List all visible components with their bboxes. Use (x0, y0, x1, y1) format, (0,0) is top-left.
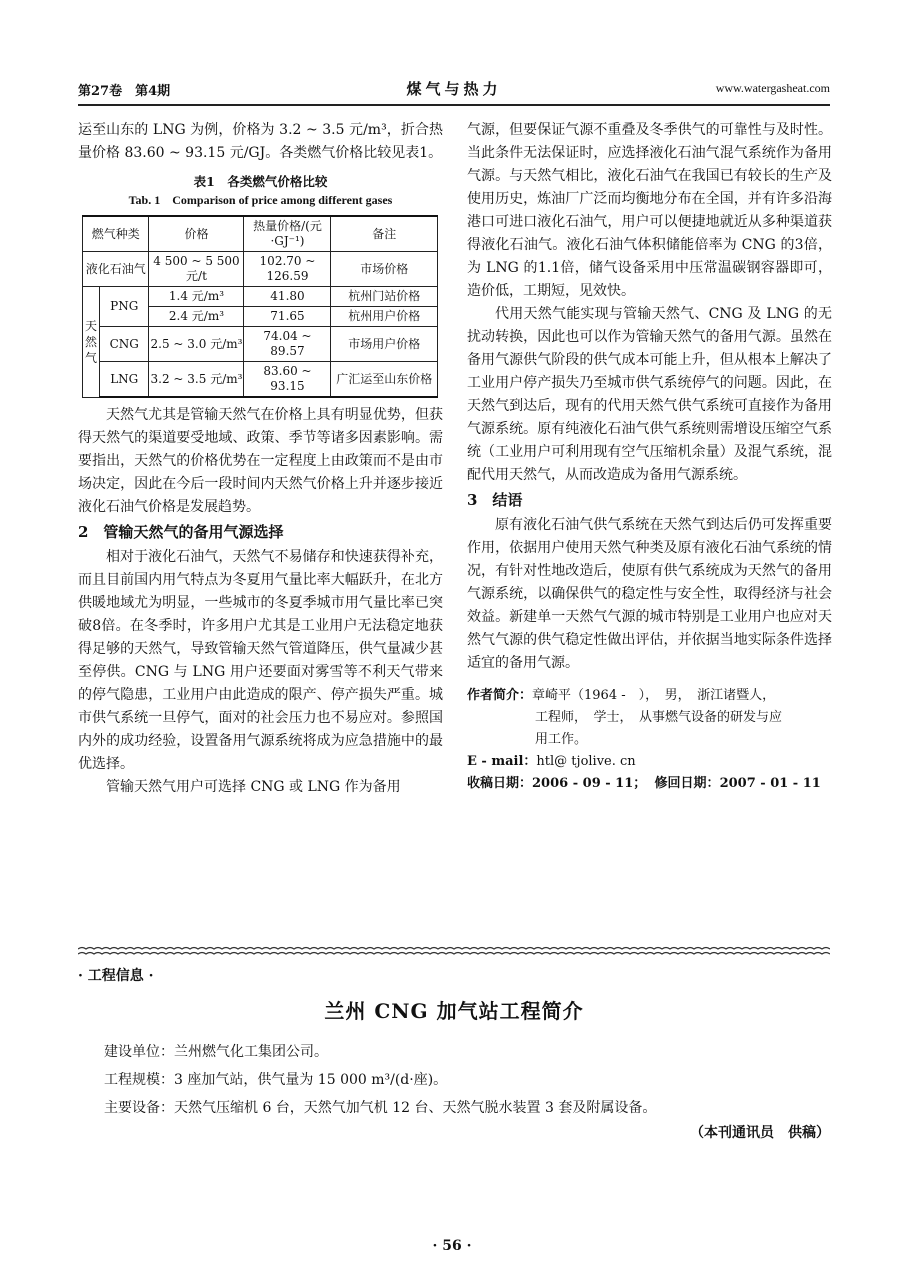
table-cell: 74.04 ~ 89.57 (244, 327, 331, 362)
author-line (467, 685, 832, 707)
header-rule (78, 104, 830, 106)
paragraph: 相对于液化石油气，天然气不易储存和快速获得补充，而且目前国内用气特点为冬夏用气量比率大幅跃升，在北方供暖地域尤为明显，一些城市的冬夏季城市用气量比率已突破8倍。在冬季时，许多用户尤其是工业用户无法稳定地获得足够的天然气，导致管输天然气管道降压，供气量减少甚至停供。CNG 与 LNG 用户还要面对雾雪等不利天气带来的停气隐患，工业用户由此造成的限产、停产损失严重。城市供气系统一旦停气，面对的社会压力也不易应对。参照国内外的成功经验，设置备用气源系统将成为应急措施中的最优选择。 (78, 549, 443, 772)
table-cell: 液化石油气 (83, 252, 149, 287)
info-title: 兰州 CNG 加气站工程简介 (324, 999, 584, 1023)
table-cell: LNG (100, 362, 149, 398)
paragraph: 原有液化石油气供气系统在天然气到达后仍可发挥重要作用，依据用户使用天然气种类及原有液化石油气系统的情况，有针对性地改造后，使原有供气系统成为天然气的备用气源系统，以确保供气的稳定性与安全性，取得经济与社会效益。新建单一天然气气源的城市特别是工业用户也应对天然气气源的供气稳定性做出评估，并依据当地实际条件选择适宜的备用气源。 (467, 517, 832, 671)
received-label: 收稿日期： (467, 776, 533, 791)
table-cell: 天然气 (83, 287, 100, 398)
table-row (83, 252, 438, 287)
engineering-info-section (78, 965, 830, 1142)
author-info (467, 685, 832, 795)
author-line: 工程师， 学士， 从事燃气设备的研发与应 (535, 710, 783, 725)
table-cell: 3.2 ~ 3.5 元/m³ (149, 362, 244, 398)
table-cell: 市场价格 (331, 252, 438, 287)
paragraph: 代用天然气能实现与管输天然气、CNG 及 LNG 的无扰动转换，因此也可以作为管输天然气的备用气源。虽然在备用气源供气阶段的供气成本可能上升，但从根本上解决了工业用户停产损失乃至城市供气系统停气的问题。因此，在天然气到达后，现有的代用天然气供气系统可直接作为备用气源系统。原有纯液化石油气供气系统则需增设压缩空气系统（工业用户可利用现有空气压缩机余量）及混气系统，混配代用天然气，从而改造成为备用气源系统。 (467, 306, 832, 483)
author-line: 用工作。 (535, 732, 588, 747)
table-row (83, 287, 438, 307)
header-cell: 燃气种类 (83, 216, 149, 252)
info-line: 建设单位：兰州燃气化工集团公司。 (104, 1044, 328, 1060)
info-line: 工程规模：3 座加气站，供气量为 15 000 m³/(d·座)。 (104, 1072, 448, 1088)
price-comparison-table (82, 215, 438, 398)
table-cell: 杭州门站价格 (331, 287, 438, 307)
journal-website[interactable]: www.watergasheat.com (715, 81, 830, 95)
volume-issue: 第27卷 第4期 (78, 84, 171, 99)
table-cell: PNG (100, 287, 149, 327)
right-column (467, 119, 832, 795)
revised-label: 修回日期： (654, 776, 720, 791)
table-row (83, 362, 438, 398)
author-label: 作者简介： (467, 688, 533, 703)
table-cell: 71.65 (244, 307, 331, 327)
table-cell: 2.4 元/m³ (149, 307, 244, 327)
paragraph: 天然气尤其是管输天然气在价格上具有明显优势，但获得天然气的渠道要受地域、政策、季节等诸多因素影响。需要指出，天然气的价格优势在一定程度上由政策而不是由市场决定，因此在今后一段时间内天然气价格上升并逐步接近液化石油气价格是发展趋势。 (78, 407, 443, 515)
table-caption-cn: 表1 各类燃气价格比较 (193, 174, 328, 189)
table-header-row (83, 216, 438, 252)
table-cell: 102.70 ~ 126.59 (244, 252, 331, 287)
paragraph: 气源，但要保证气源不重叠及冬季供气的可靠性与及时性。当此条件无法保证时，应选择液化石油气混气系统作为备用气源。与天然气相比，液化石油气在我国已有较长的生产及使用历史，炼油厂广泛而均衡地分布在全国，并有许多沿海港口可进口液化石油气，用户可以便捷地就近从多种渠道获得液化石油气。液化石油气体积储能倍率为 CNG 的3倍，为 LNG 的1.1倍，储气设备采用中压常温碳钢容器即可，造价低，工期短，见效快。 (467, 122, 832, 299)
wavy-divider (78, 945, 830, 957)
info-line: 主要设备：天然气压缩机 6 台，天然气加气机 12 台、天然气脱水装置 3 套及附属设备。 (104, 1100, 657, 1116)
table-cell: 2.5 ~ 3.0 元/m³ (149, 327, 244, 362)
section-heading: 2 管输天然气的备用气源选择 (78, 523, 284, 541)
table-row (83, 327, 438, 362)
received-date: 2006 - 09 - 11； (532, 776, 647, 791)
running-header (78, 78, 830, 100)
left-column (78, 119, 443, 799)
page-number: · 56 · (432, 1238, 472, 1254)
email-line (467, 751, 832, 773)
info-tag: · 工程信息 · (78, 968, 154, 984)
header-cell: 备注 (331, 216, 438, 252)
table-cell: 杭州用户价格 (331, 307, 438, 327)
table-cell: CNG (100, 327, 149, 362)
table-cell: 83.60 ~ 93.15 (244, 362, 331, 398)
journal-name: 煤气与热力 (406, 80, 502, 98)
table-caption-en: Tab. 1 Comparison of price among different gases (128, 193, 393, 207)
header-cell: 热量价格/(元·GJ⁻¹) (244, 216, 331, 252)
header-cell: 价格 (149, 216, 244, 252)
info-source: （本刊通讯员 供稿） (690, 1125, 830, 1141)
email-address[interactable]: htl@ tjolive. cn (536, 754, 636, 769)
table-cell: 广汇运至山东价格 (331, 362, 438, 398)
section-heading: 3 结语 (467, 491, 523, 509)
table-cell: 4 500 ~ 5 500 元/t (149, 252, 244, 287)
revised-date: 2007 - 01 - 11 (719, 776, 821, 791)
table-cell: 41.80 (244, 287, 331, 307)
paragraph: 管输天然气用户可选择 CNG 或 LNG 作为备用 (106, 779, 401, 795)
email-label: E - mail： (467, 754, 537, 769)
author-text: 章崎平（1964 - ）， 男， 浙江诸暨人， (532, 688, 776, 703)
table-cell: 1.4 元/m³ (149, 287, 244, 307)
dates-line (467, 773, 832, 795)
table-cell: 市场用户价格 (331, 327, 438, 362)
paragraph: 运至山东的 LNG 为例，价格为 3.2 ~ 3.5 元/m³，折合热量价格 83.60 ~ 93.15 元/GJ。各类燃气价格比较见表1。 (78, 122, 443, 161)
